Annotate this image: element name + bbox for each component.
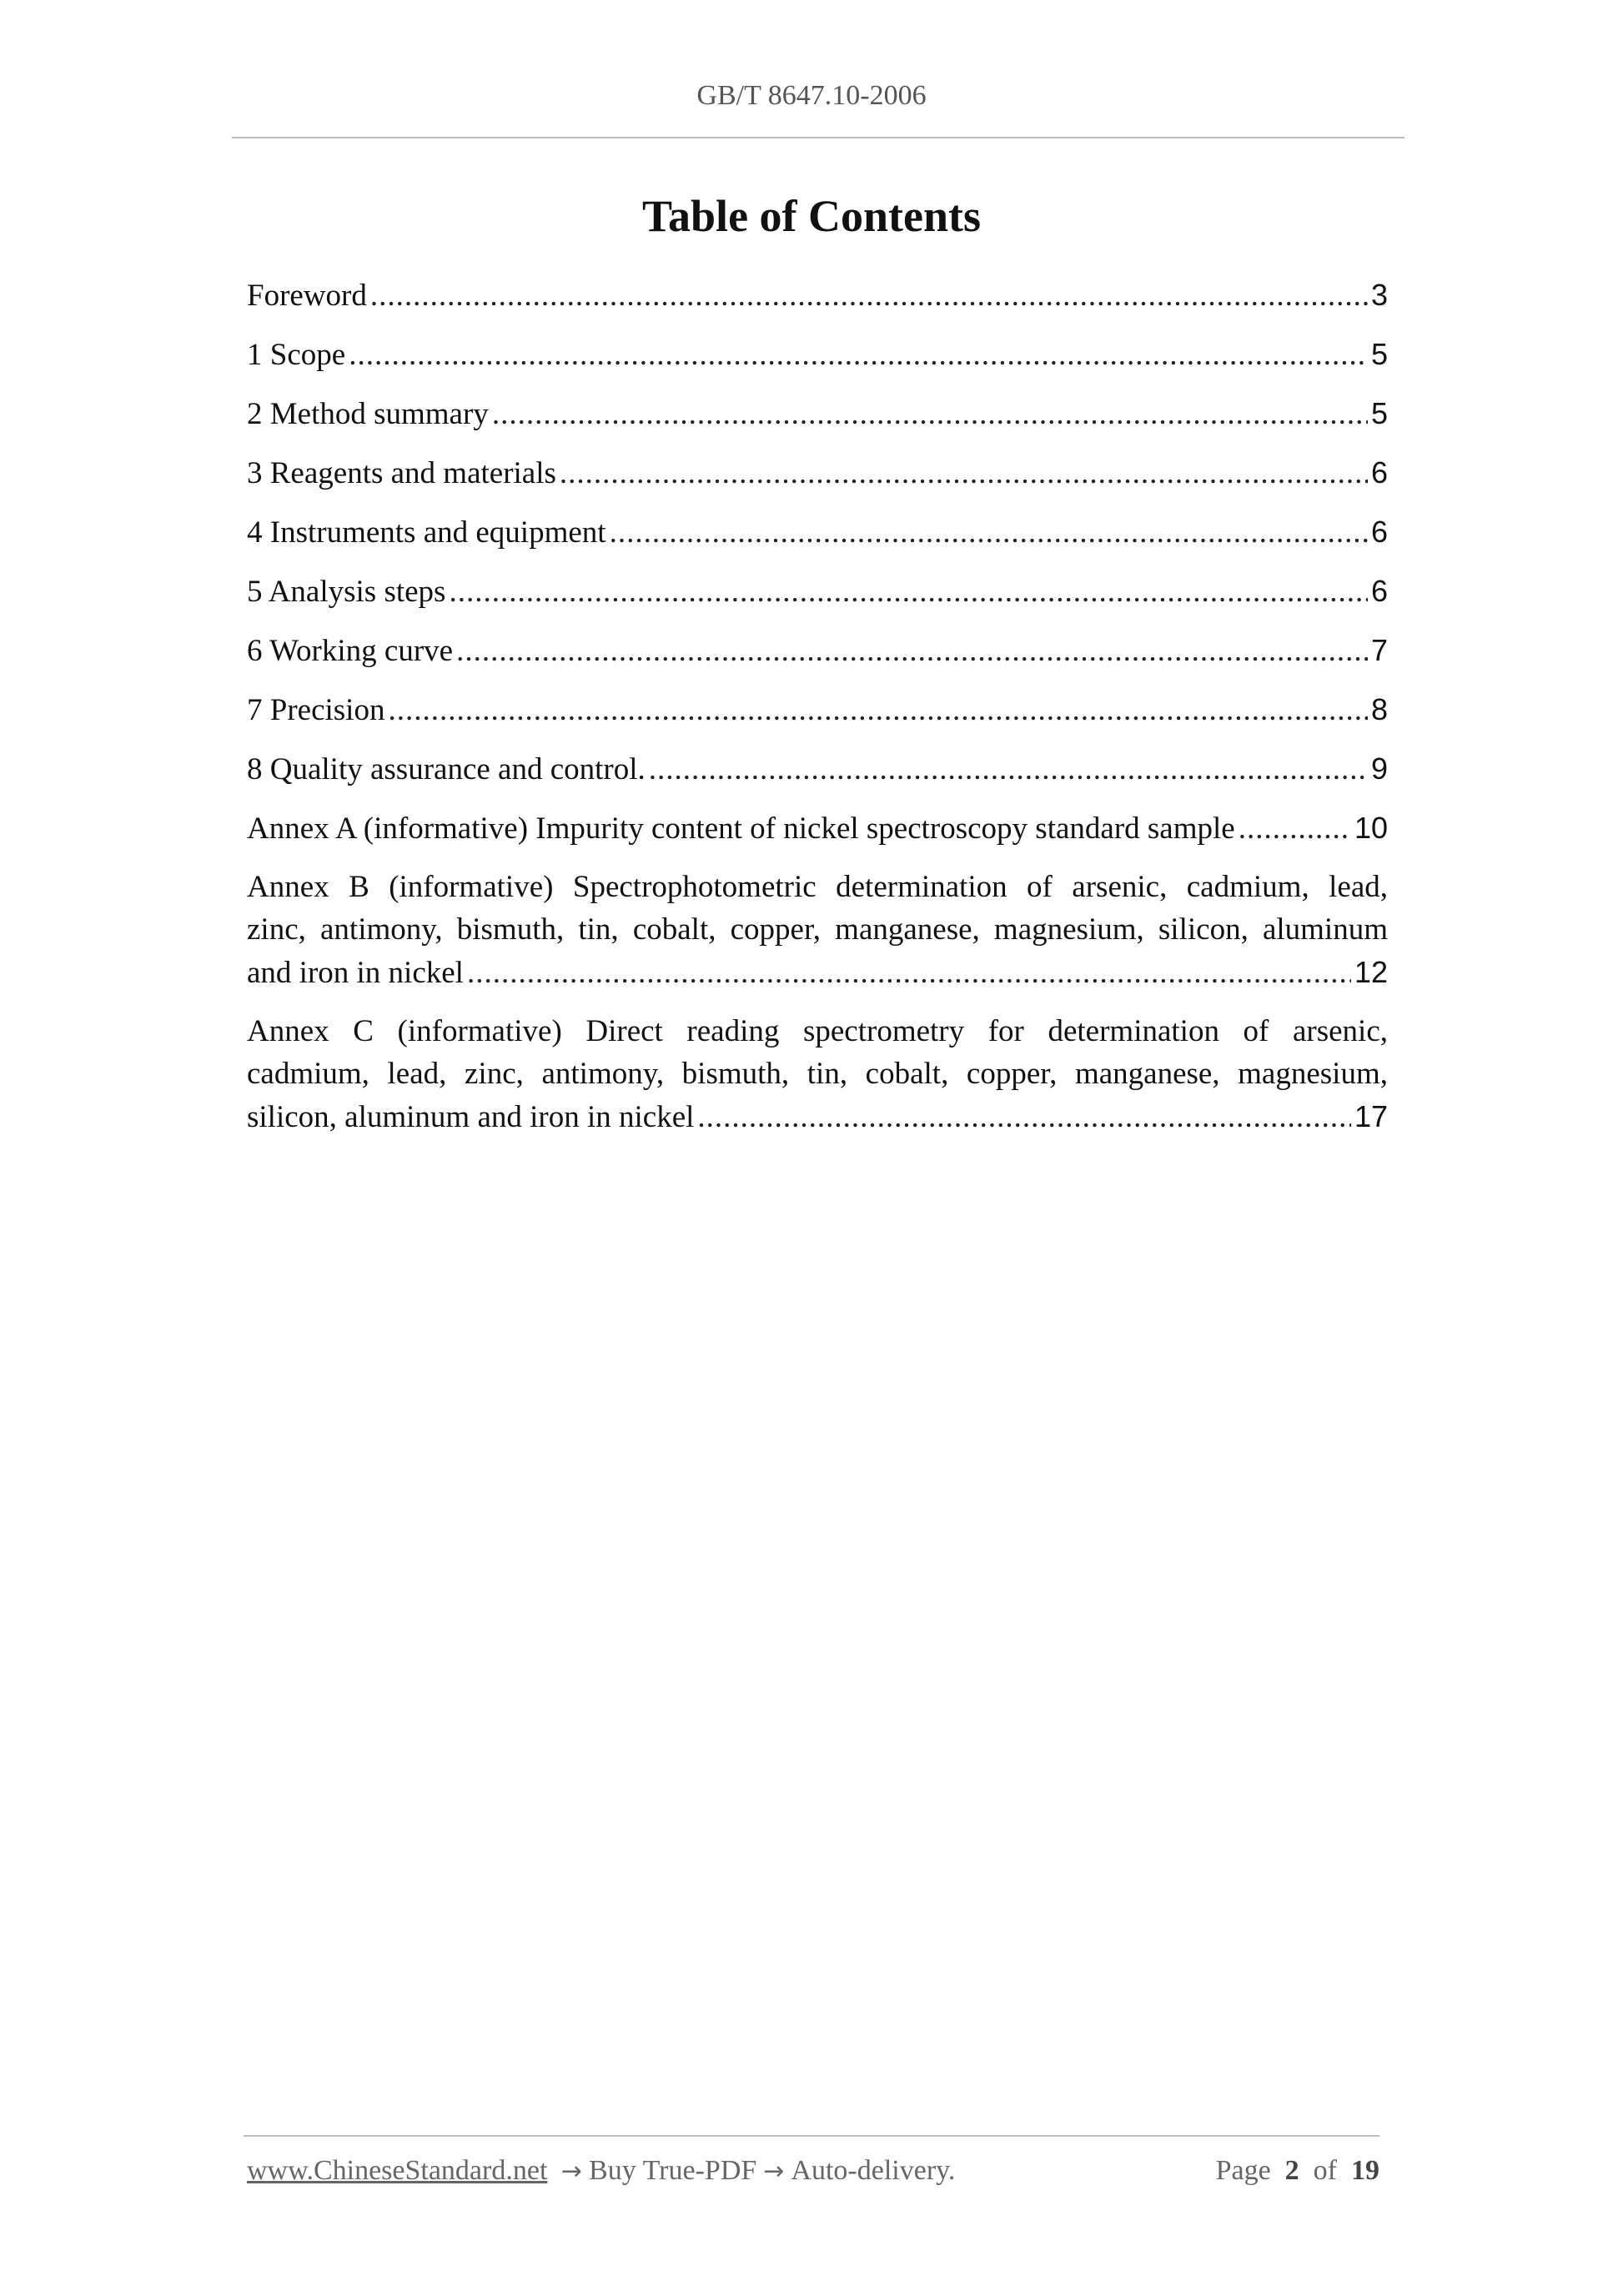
toc-entry-label: 7 Precision xyxy=(247,693,385,727)
toc-entry-page: 3 xyxy=(1370,278,1388,312)
toc-entry-page: 6 xyxy=(1370,574,1388,608)
header-divider xyxy=(232,137,1404,138)
current-page: 2 xyxy=(1284,2155,1299,2186)
toc-entry-quality-assurance[interactable] xyxy=(247,747,1388,790)
toc-entry-page: 7 xyxy=(1370,633,1388,667)
toc-entry-label: 8 Quality assurance and control. xyxy=(247,752,646,786)
toc-entry-label: 2 Method summary xyxy=(247,397,489,431)
toc-entry-annex-a[interactable] xyxy=(247,806,1388,849)
toc-entry-method-summary[interactable] xyxy=(247,392,1388,435)
toc-entry-label: Foreword xyxy=(247,279,367,313)
toc-entry-label-line: Annex C (informative) Direct reading spectrometry for determination of arsenic, xyxy=(247,1014,1388,1048)
toc-entry-scope[interactable] xyxy=(247,333,1388,375)
toc-entry-label: 4 Instruments and equipment xyxy=(247,515,606,550)
toc-entry-analysis-steps[interactable] xyxy=(247,570,1388,612)
dot-leader xyxy=(560,452,1368,495)
toc-title: Table of Contents xyxy=(641,191,982,241)
page-number xyxy=(1216,2155,1379,2187)
toc-entry-reagents[interactable] xyxy=(247,451,1388,494)
dot-leader xyxy=(388,689,1368,731)
toc-entry-label-line: Annex B (informative) Spectrophotometric determination of arsenic, cadmium, lead, xyxy=(247,870,1388,904)
dot-leader xyxy=(610,511,1368,554)
toc-entry-working-curve[interactable] xyxy=(247,629,1388,671)
toc-entry-label: 1 Scope xyxy=(247,338,346,372)
toc-entry-label-line: zinc, antimony, bismuth, tin, cobalt, copper, manganese, magnesium, silicon, aluminum xyxy=(247,912,1388,947)
toc-entry-annex-b[interactable] xyxy=(247,866,1388,993)
toc-entry-label-line: and iron in nickel xyxy=(247,956,464,990)
toc-entry-page: 5 xyxy=(1370,337,1388,371)
toc-entry-label-line: silicon, aluminum and iron in nickel xyxy=(247,1100,695,1134)
footer-left xyxy=(247,2155,955,2187)
toc-entry-label: Annex A (informative) Impurity content of nickel spectroscopy standard sample xyxy=(247,811,1235,846)
auto-delivery-text: Auto-delivery. xyxy=(791,2155,956,2186)
toc-entry-precision[interactable] xyxy=(247,688,1388,731)
page-footer xyxy=(247,2155,1379,2187)
dot-leader xyxy=(449,570,1368,613)
dot-leader xyxy=(1239,807,1351,850)
toc-entry-page: 10 xyxy=(1354,811,1388,845)
dot-leader xyxy=(456,630,1368,672)
page-word: Page xyxy=(1215,2155,1271,2186)
dot-leader xyxy=(349,334,1368,376)
toc-entry-label: 6 Working curve xyxy=(247,634,454,668)
toc-entry-page: 17 xyxy=(1354,1099,1388,1133)
dot-leader xyxy=(370,274,1368,317)
dot-leader xyxy=(467,952,1351,994)
dot-leader xyxy=(649,748,1368,791)
toc-entry-label: 5 Analysis steps xyxy=(247,575,446,609)
table-of-contents xyxy=(247,274,1388,1154)
site-link[interactable]: www.ChineseStandard.net xyxy=(247,2155,548,2186)
arrow-right-icon: → xyxy=(763,2157,785,2186)
toc-entry-page: 8 xyxy=(1370,692,1388,726)
toc-entry-instruments[interactable] xyxy=(247,510,1388,553)
footer-divider xyxy=(244,2135,1379,2137)
toc-entry-page: 9 xyxy=(1370,751,1388,786)
toc-entry-page: 6 xyxy=(1370,515,1388,549)
toc-entry-label-line: cadmium, lead, zinc, antimony, bismuth, tin, cobalt, copper, manganese, magnesium, xyxy=(247,1057,1388,1091)
toc-entry-page: 6 xyxy=(1370,455,1388,490)
page-of-word: of xyxy=(1313,2155,1337,2186)
arrow-right-icon: → xyxy=(560,2157,583,2186)
toc-entry-page: 12 xyxy=(1354,955,1388,989)
buy-true-pdf-text: Buy True-PDF xyxy=(589,2155,757,2186)
toc-entry-foreword[interactable] xyxy=(247,274,1388,316)
dot-leader xyxy=(492,393,1368,435)
toc-entry-annex-c[interactable] xyxy=(247,1010,1388,1138)
dot-leader xyxy=(697,1096,1351,1138)
total-pages: 19 xyxy=(1351,2155,1379,2186)
document-code-header: GB/T 8647.10-2006 xyxy=(696,80,927,111)
toc-entry-label: 3 Reagents and materials xyxy=(247,456,556,490)
toc-entry-page: 5 xyxy=(1370,396,1388,430)
